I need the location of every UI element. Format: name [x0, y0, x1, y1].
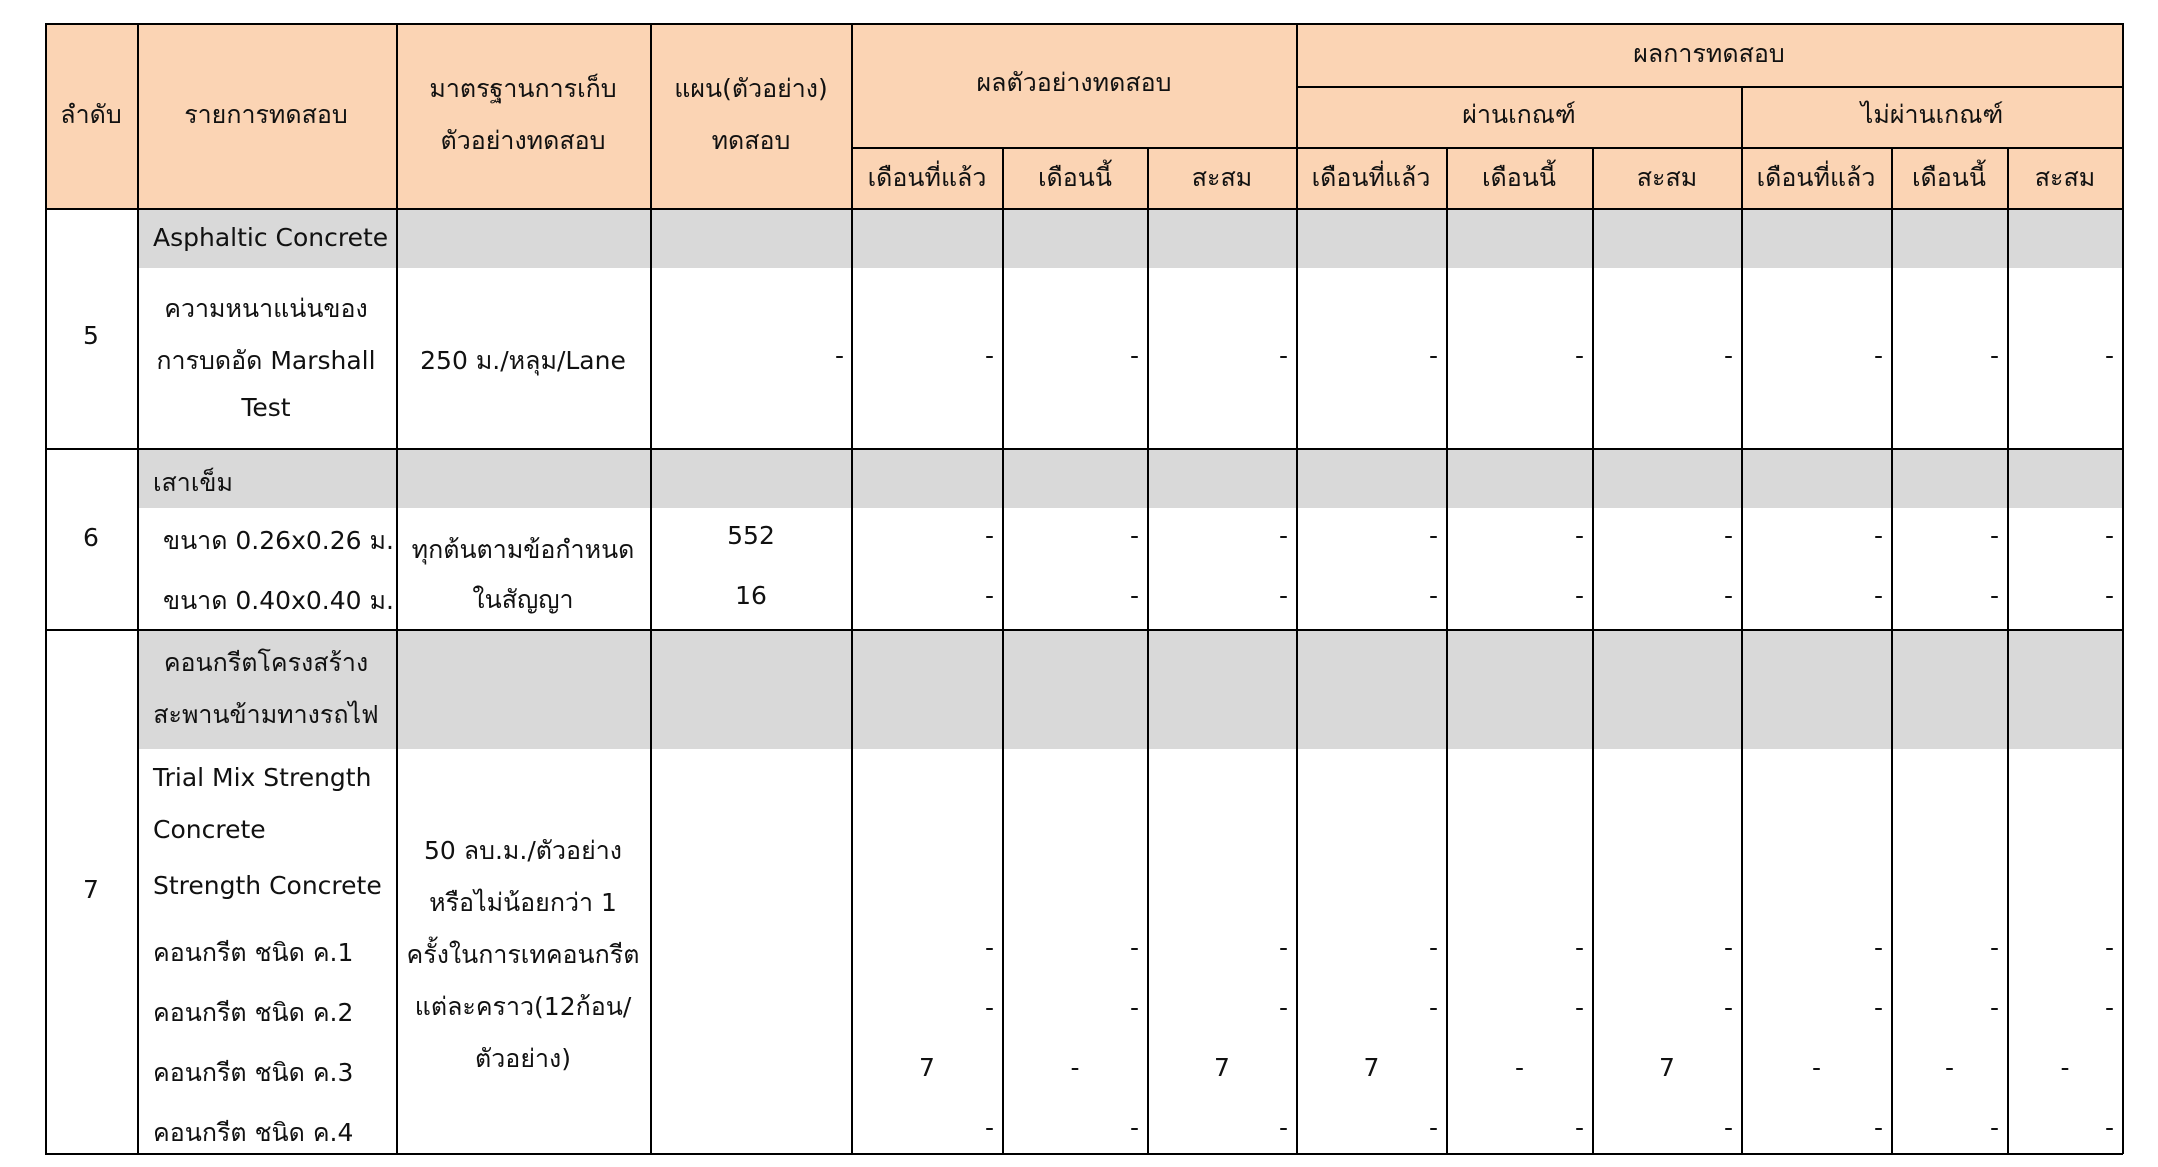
section-7-row4-label: คอนกรีต ชนิด ค.4 — [153, 1118, 354, 1147]
result-cell: - — [2104, 341, 2114, 370]
section-6-row2-label: ขนาด 0.40x0.40 ม. — [163, 586, 394, 615]
result-cell: - — [2104, 993, 2114, 1022]
header-fail: ไม่ผ่านเกณฑ์ — [1860, 100, 2004, 129]
section-5-item-line1: ความหนาแน่นของ — [164, 294, 368, 323]
header-standard-line1: มาตรฐานการเก็บ — [429, 74, 617, 103]
result-cell: - — [1723, 341, 1733, 370]
header-samples-prev-month: เดือนที่แล้ว — [867, 163, 987, 192]
result-cell: - — [1873, 933, 1883, 962]
header-fail-total: สะสม — [2034, 163, 2096, 192]
result-cell: - — [1574, 1113, 1584, 1142]
result-cell: - — [1428, 521, 1438, 550]
header-pass-total: สะสม — [1636, 163, 1698, 192]
section-5-title: Asphaltic Concrete — [153, 223, 389, 252]
result-cell: - — [1278, 341, 1288, 370]
test-results-table — [45, 23, 2123, 1154]
result-cell: - — [2060, 1053, 2070, 1082]
header-pass-this-month: เดือนนี้ — [1482, 163, 1556, 192]
result-cell: - — [1278, 933, 1288, 962]
section-5-item-line2: การบดอัด Marshall — [156, 346, 376, 375]
result-cell: - — [1129, 341, 1139, 370]
section-7-row2-label: คอนกรีต ชนิด ค.2 — [153, 998, 354, 1027]
result-cell: - — [2104, 933, 2114, 962]
result-cell: 7 — [1214, 1053, 1230, 1082]
result-cell: - — [1944, 1053, 1955, 1082]
result-cell: - — [1989, 1113, 1999, 1142]
header-item: รายการทดสอบ — [184, 100, 348, 129]
section-7-standard-line3: ครั้งในการเทคอนกรีต — [406, 940, 640, 969]
section-6-row1-label: ขนาด 0.26x0.26 ม. — [163, 526, 394, 555]
result-cell: - — [1873, 521, 1883, 550]
result-cell: - — [1873, 1113, 1883, 1142]
header-standard-line2: ตัวอย่างทดสอบ — [440, 126, 606, 155]
result-cell: - — [1723, 993, 1733, 1022]
result-cell: - — [1070, 1053, 1080, 1082]
result-cell: - — [1811, 1053, 1822, 1082]
section-7-row3-label: คอนกรีต ชนิด ค.3 — [153, 1058, 354, 1087]
result-cell: - — [1574, 521, 1584, 550]
result-cell: - — [1873, 341, 1883, 370]
section-7-sub-line3: Strength Concrete — [153, 871, 382, 900]
result-cell: - — [984, 1113, 994, 1142]
result-cell: - — [1989, 993, 1999, 1022]
result-cell: - — [1129, 1113, 1139, 1142]
section-6-standard-line2: ในสัญญา — [472, 585, 574, 614]
result-cell: - — [1278, 581, 1288, 610]
result-cell: - — [984, 521, 994, 550]
header-plan-line2: ทดสอบ — [711, 126, 791, 155]
result-cell: - — [1278, 993, 1288, 1022]
result-cell: - — [1129, 933, 1139, 962]
result-cell: - — [2104, 1113, 2114, 1142]
result-cell: - — [984, 993, 994, 1022]
section-7-standard-line4: แต่ละคราว(12ก้อน/ — [414, 992, 632, 1021]
section-7-standard-line1: 50 ลบ.ม./ตัวอย่าง — [424, 836, 622, 865]
result-cell: 7 — [919, 1053, 935, 1082]
result-cell: 7 — [1363, 1053, 1380, 1082]
header-pass-prev-month: เดือนที่แล้ว — [1311, 163, 1431, 192]
section-5-standard: 250 ม./หลุม/Lane — [420, 346, 626, 375]
result-cell: - — [1278, 521, 1288, 550]
section-7-standard-line5: ตัวอย่าง) — [475, 1044, 571, 1073]
header-plan-line1: แผน(ตัวอย่าง) — [674, 74, 828, 103]
header-fail-this-month: เดือนนี้ — [1912, 163, 1986, 192]
result-cell: - — [1723, 581, 1733, 610]
section-7-row1-label: คอนกรีต ชนิด ค.1 — [153, 938, 354, 967]
result-cell: - — [1723, 1113, 1733, 1142]
header-fail-prev-month: เดือนที่แล้ว — [1756, 163, 1876, 192]
section-7-title-line2: สะพานข้ามทางรถไฟ — [153, 700, 379, 729]
header-no: ลำดับ — [60, 100, 122, 129]
section-7-sub-line2: Concrete — [153, 815, 266, 844]
result-cell: - — [1278, 1113, 1288, 1142]
header-samples-total: สะสม — [1191, 163, 1253, 192]
section-5-item-line3: Test — [241, 393, 291, 422]
header-test-results: ผลการทดสอบ — [1633, 39, 1785, 68]
result-cell: - — [1723, 521, 1733, 550]
result-cell: - — [984, 341, 994, 370]
header-samples-this-month: เดือนนี้ — [1038, 163, 1112, 192]
section-5-number: 5 — [83, 321, 99, 350]
header-sample-results: ผลตัวอย่างทดสอบ — [976, 68, 1172, 97]
result-cell: 7 — [1659, 1053, 1675, 1082]
result-cell: - — [1428, 933, 1438, 962]
header-pass: ผ่านเกณฑ์ — [1462, 100, 1576, 129]
result-cell: - — [984, 933, 994, 962]
section-7-number: 7 — [83, 875, 99, 904]
result-cell: - — [1574, 993, 1584, 1022]
result-cell: - — [1989, 581, 1999, 610]
section-5-plan: - — [834, 341, 844, 370]
result-cell: - — [1873, 993, 1883, 1022]
result-cell: - — [1989, 933, 1999, 962]
result-cell: - — [984, 581, 994, 610]
section-7-title-band — [138, 629, 2123, 749]
result-cell: - — [1129, 521, 1139, 550]
result-cell: - — [1428, 1113, 1438, 1142]
section-5-title-band — [138, 208, 2123, 268]
result-cell: - — [1989, 341, 1999, 370]
section-6-standard-line1: ทุกต้นตามข้อกำหนด — [411, 535, 635, 564]
result-cell: - — [2104, 581, 2114, 610]
result-cell: - — [1873, 581, 1883, 610]
section-6-title-band — [138, 448, 2123, 508]
result-cell: - — [1574, 341, 1584, 370]
result-cell: - — [1574, 581, 1584, 610]
section-6-row1-plan: 552 — [727, 521, 775, 550]
section-7-standard-line2: หรือไม่น้อยกว่า 1 — [429, 888, 617, 917]
result-cell: - — [1428, 341, 1438, 370]
result-cell: - — [1514, 1053, 1525, 1082]
result-cell: - — [1574, 933, 1584, 962]
section-6-row2-plan: 16 — [735, 581, 767, 610]
section-7-sub-line1: Trial Mix Strength — [153, 763, 372, 792]
result-cell: - — [1428, 581, 1438, 610]
section-7-title-line1: คอนกรีตโครงสร้าง — [163, 648, 369, 677]
result-cell: - — [1129, 581, 1139, 610]
result-cell: - — [1723, 933, 1733, 962]
result-cell: - — [1129, 993, 1139, 1022]
section-6-number: 6 — [83, 523, 99, 552]
section-6-title: เสาเข็ม — [153, 468, 233, 497]
result-cell: - — [1989, 521, 1999, 550]
result-cell: - — [1428, 993, 1438, 1022]
result-cell: - — [2104, 521, 2114, 550]
